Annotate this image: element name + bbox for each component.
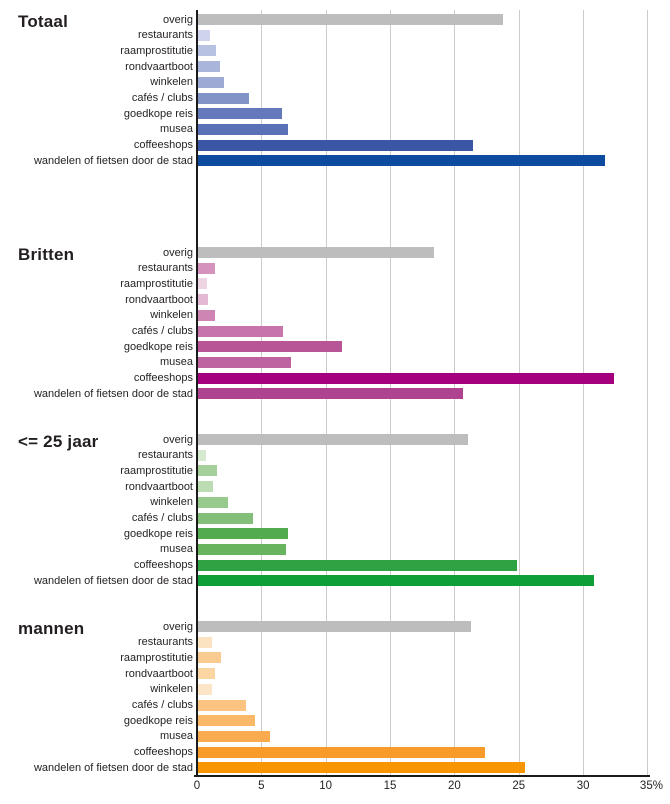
bar-britten-5 bbox=[198, 326, 283, 337]
x-tick-label-0: 0 bbox=[193, 780, 201, 792]
category-label: restaurants bbox=[137, 29, 193, 42]
bar-totaal-1 bbox=[198, 30, 210, 41]
category-label: goedkope reis bbox=[123, 340, 193, 353]
category-label: winkelen bbox=[150, 496, 193, 509]
bar--25-jaar-1 bbox=[198, 450, 206, 461]
bar--25-jaar-4 bbox=[198, 497, 228, 508]
bar-totaal-5 bbox=[198, 93, 249, 104]
category-label: cafés / clubs bbox=[131, 325, 193, 337]
bar-totaal-2 bbox=[198, 45, 216, 56]
x-tick-label-10: 10 bbox=[319, 780, 333, 792]
bar-mannen-6 bbox=[198, 715, 255, 726]
category-label: overig bbox=[163, 433, 193, 446]
category-label: rondvaartboot bbox=[125, 293, 193, 306]
x-tick-label-5: 5 bbox=[258, 780, 265, 792]
category-label: rondvaartboot bbox=[125, 480, 193, 493]
bar-britten-2 bbox=[198, 278, 207, 289]
bar-britten-6 bbox=[198, 341, 342, 352]
bar--25-jaar-9 bbox=[198, 575, 594, 586]
bar-britten-0 bbox=[198, 247, 434, 258]
category-label: musea bbox=[159, 730, 193, 743]
category-label: restaurants bbox=[137, 262, 193, 275]
bar-mannen-7 bbox=[198, 731, 270, 742]
x-axis-line bbox=[194, 775, 650, 777]
category-label: rondvaartboot bbox=[125, 60, 193, 73]
category-label: musea bbox=[159, 123, 193, 136]
bar-mannen-9 bbox=[198, 762, 525, 773]
category-label: restaurants bbox=[137, 636, 193, 649]
bar-mannen-0 bbox=[198, 621, 471, 632]
bar-britten-8 bbox=[198, 373, 614, 384]
category-label: wandelen of fietsen door de stad bbox=[33, 387, 193, 400]
gridline-35 bbox=[647, 10, 648, 775]
group-label-0: Totaal bbox=[18, 12, 69, 31]
bar-britten-1 bbox=[198, 263, 215, 274]
bar-britten-3 bbox=[198, 294, 208, 305]
bar-mannen-8 bbox=[198, 747, 485, 758]
category-label: goedkope reis bbox=[123, 107, 193, 120]
category-label: winkelen bbox=[150, 309, 193, 322]
category-label: restaurants bbox=[137, 449, 193, 462]
category-label: wandelen of fietsen door de stad bbox=[33, 154, 193, 167]
bar-totaal-9 bbox=[198, 155, 605, 166]
bar-britten-9 bbox=[198, 388, 463, 399]
bar-mannen-1 bbox=[198, 637, 212, 648]
bar-totaal-7 bbox=[198, 124, 288, 135]
category-label: overig bbox=[163, 620, 193, 633]
category-label: overig bbox=[163, 246, 193, 259]
category-label: wandelen of fietsen door de stad bbox=[33, 761, 193, 774]
bar-britten-4 bbox=[198, 310, 215, 321]
bar--25-jaar-2 bbox=[198, 465, 217, 476]
category-label: musea bbox=[159, 543, 193, 556]
category-label: cafés / clubs bbox=[131, 699, 193, 711]
x-tick-label-35: 35% bbox=[639, 780, 663, 792]
bar-mannen-4 bbox=[198, 684, 212, 695]
category-label: raamprostitutie bbox=[120, 651, 193, 664]
x-tick-label-30: 30 bbox=[576, 780, 590, 792]
bar--25-jaar-5 bbox=[198, 513, 253, 524]
category-label: rondvaartboot bbox=[125, 667, 193, 680]
category-label: raamprostitutie bbox=[120, 44, 193, 57]
x-tick-label-15: 15 bbox=[383, 780, 397, 792]
bar-totaal-8 bbox=[198, 140, 473, 151]
x-tick-label-20: 20 bbox=[447, 780, 461, 792]
category-label: coffeeshops bbox=[133, 372, 193, 385]
category-label: raamprostitutie bbox=[120, 464, 193, 477]
bar--25-jaar-6 bbox=[198, 528, 288, 539]
category-label: winkelen bbox=[150, 76, 193, 89]
bar-totaal-4 bbox=[198, 77, 224, 88]
bar--25-jaar-8 bbox=[198, 560, 517, 571]
category-label: coffeeshops bbox=[133, 559, 193, 572]
bar-totaal-0 bbox=[198, 14, 503, 25]
category-label: coffeeshops bbox=[133, 746, 193, 759]
category-label: overig bbox=[163, 13, 193, 26]
bar-totaal-3 bbox=[198, 61, 220, 72]
x-tick-label-25: 25 bbox=[512, 780, 526, 792]
group-label-1: Britten bbox=[18, 245, 75, 264]
category-label: cafés / clubs bbox=[131, 512, 193, 524]
category-label: goedkope reis bbox=[123, 714, 193, 727]
bar-mannen-3 bbox=[198, 668, 215, 679]
bar--25-jaar-0 bbox=[198, 434, 468, 445]
group-label-2: <= 25 jaar bbox=[18, 432, 99, 451]
category-label: raamprostitutie bbox=[120, 277, 193, 290]
gridline-25 bbox=[519, 10, 520, 775]
category-label: goedkope reis bbox=[123, 527, 193, 540]
bar-mannen-2 bbox=[198, 652, 221, 663]
category-label: coffeeshops bbox=[133, 139, 193, 152]
group-label-3: mannen bbox=[18, 619, 85, 638]
bar--25-jaar-3 bbox=[198, 481, 213, 492]
category-label: musea bbox=[159, 356, 193, 369]
category-label: winkelen bbox=[150, 683, 193, 696]
gridline-30 bbox=[583, 10, 584, 775]
bar--25-jaar-7 bbox=[198, 544, 286, 555]
category-label: wandelen of fietsen door de stad bbox=[33, 574, 193, 587]
bar-totaal-6 bbox=[198, 108, 282, 119]
bar-britten-7 bbox=[198, 357, 291, 368]
bar-mannen-5 bbox=[198, 700, 246, 711]
category-label: cafés / clubs bbox=[131, 92, 193, 104]
